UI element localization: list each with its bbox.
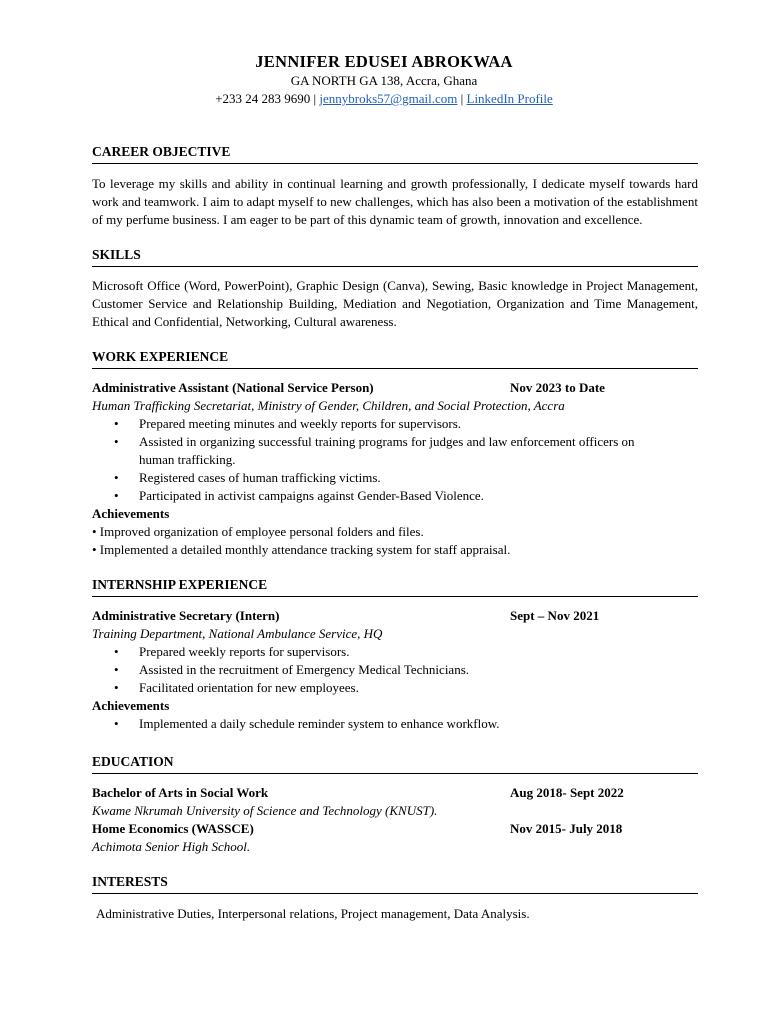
- skills-text: Microsoft Office (Word, PowerPoint), Graphic Design (Canva), Sewing, Basic knowledge in Project Management, Customer Service and Relationship Building, Mediation and Negotiation, Organization and Time Management, Ethical and Confidential, Networking, Cultural awareness.: [92, 278, 698, 329]
- list-item: • Registered cases of human trafficking victims.: [92, 469, 698, 487]
- interests-text: Administrative Duties, Interpersonal relations, Project management, Data Analysis.: [96, 906, 530, 921]
- linkedin-link[interactable]: LinkedIn Profile: [466, 91, 553, 106]
- achievements-list: [92, 715, 698, 733]
- degree-title: Home Economics (WASSCE): [92, 821, 254, 836]
- degree-date: Aug 2018- Sept 2022: [510, 785, 624, 800]
- internship-experience-section: [92, 576, 698, 733]
- job-duties-list: [92, 643, 698, 697]
- achievements-title: Achievements: [92, 506, 170, 521]
- school-name: Achimota Senior High School.: [92, 839, 251, 854]
- list-item: • Facilitated orientation for new employees.: [92, 679, 698, 697]
- career-objective-text: To leverage my skills and ability in continual learning and growth professionally, I dedicate myself towards hard work and teamwork. I aim to adapt myself to new challenges, which has also been a motivation of the establishment of my perfume business. I am eager to be part of this dynamic team of growth, innovation and excellence.: [92, 176, 698, 227]
- contact-line: [0, 90, 768, 108]
- degree-row: [92, 820, 698, 838]
- phone-number: +233 24 283 9690: [215, 91, 311, 106]
- job-date: Sept – Nov 2021: [510, 608, 600, 623]
- career-objective-section: [92, 143, 698, 229]
- job-organization: Training Department, National Ambulance Service, HQ: [92, 626, 383, 641]
- degree-row: [92, 784, 698, 802]
- section-title: EDUCATION: [92, 753, 698, 774]
- work-experience-section: [92, 348, 698, 559]
- section-title: SKILLS: [92, 246, 698, 267]
- school-name: Kwame Nkrumah University of Science and Technology (KNUST).: [92, 803, 438, 818]
- job-title: Administrative Secretary (Intern): [92, 608, 280, 623]
- list-item: • Assisted in the recruitment of Emergency Medical Technicians.: [92, 661, 698, 679]
- skills-section: [92, 246, 698, 331]
- list-item: • Participated in activist campaigns against Gender-Based Violence.: [92, 487, 698, 505]
- list-item: • Assisted in organizing successful training programs for judges and law enforcement officers on human trafficking.: [92, 433, 698, 469]
- achievement-item: • Improved organization of employee personal folders and files.: [92, 524, 424, 539]
- job-title-row: [92, 607, 698, 625]
- job-duties-list: [92, 415, 698, 505]
- section-title: WORK EXPERIENCE: [92, 348, 698, 369]
- separator: |: [457, 91, 467, 106]
- separator: |: [310, 91, 320, 106]
- job-title: Administrative Assistant (National Service Person): [92, 380, 374, 395]
- address: GA NORTH GA 138, Accra, Ghana: [290, 73, 478, 88]
- degree-title: Bachelor of Arts in Social Work: [92, 785, 269, 800]
- job-title-row: [92, 379, 698, 397]
- list-item: • Prepared weekly reports for supervisors.: [92, 643, 698, 661]
- degree-date: Nov 2015- July 2018: [510, 821, 623, 836]
- section-title: INTERESTS: [92, 873, 698, 894]
- education-section: [92, 753, 698, 856]
- interests-section: [92, 873, 698, 923]
- list-item: • Prepared meeting minutes and weekly reports for supervisors.: [92, 415, 698, 433]
- resume-header: [0, 52, 768, 108]
- section-title: INTERNSHIP EXPERIENCE: [92, 576, 698, 597]
- email-link[interactable]: jennybroks57@gmail.com: [319, 91, 458, 106]
- achievements-title: Achievements: [92, 698, 170, 713]
- section-title: CAREER OBJECTIVE: [92, 143, 698, 164]
- job-organization: Human Trafficking Secretariat, Ministry of Gender, Children, and Social Protection, Accra: [92, 398, 565, 413]
- job-date: Nov 2023 to Date: [510, 380, 605, 395]
- list-item: • Implemented a daily schedule reminder system to enhance workflow.: [92, 715, 698, 733]
- candidate-name: JENNIFER EDUSEI ABROKWAA: [255, 52, 513, 71]
- achievement-item: • Implemented a detailed monthly attendance tracking system for staff appraisal.: [92, 542, 511, 557]
